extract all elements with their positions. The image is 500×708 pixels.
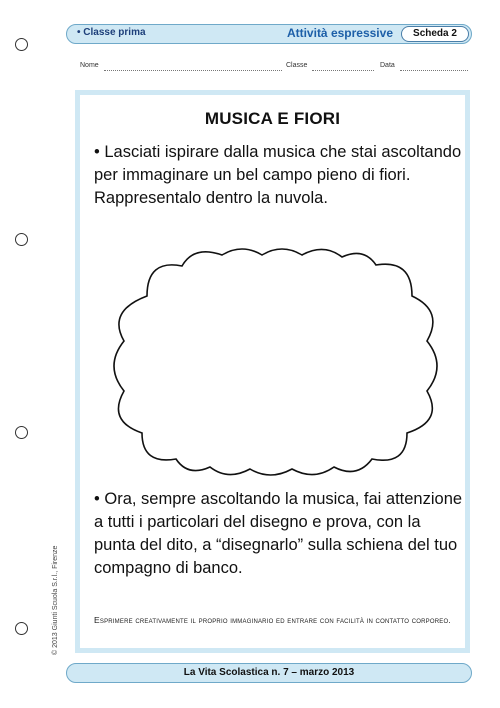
class-level-label: • Classe prima [77,27,146,38]
binder-hole-bottom [15,622,28,635]
student-info-fields [80,62,470,76]
worksheet-frame [75,90,470,653]
instruction-second: • Ora, sempre ascoltando la musica, fai attenzione a tutti i particolari del disegno e prova, con la punta del dito, a “disegnarlo” sulla schiena del tuo compagno di banco. [94,490,463,577]
sheet-number-badge: Scheda 2 [401,26,469,42]
worksheet-title: MUSICA E FIORI [204,109,341,128]
class-line [312,70,374,71]
copyright-notice: © 2013 Giunti Scuola S.r.l., Firenze [52,545,59,655]
binder-hole-top [15,38,28,51]
name-line [104,70,282,71]
activity-category-label: Attività espressive [286,26,393,40]
learning-objective: Esprimere creativamente il proprio immaginario ed entrare con facilità in contatto corporeo. [94,615,451,625]
binder-hole-lower-middle [15,426,28,439]
header-bar [66,24,472,44]
footer-bar: La Vita Scolastica n. 7 – marzo 2013 [66,663,472,683]
instruction-first: • Lasciati ispirare dalla musica che stai ascoltando per immaginare un bel campo pieno di fiori. Rappresentalo dentro la nuvola. [94,143,462,207]
class-label: Classe [286,62,308,69]
date-label: Data [380,62,395,69]
date-line [400,70,468,71]
name-label: Nome [80,62,99,69]
binder-hole-upper-middle [15,233,28,246]
drawing-cloud-area[interactable] [102,241,452,481]
